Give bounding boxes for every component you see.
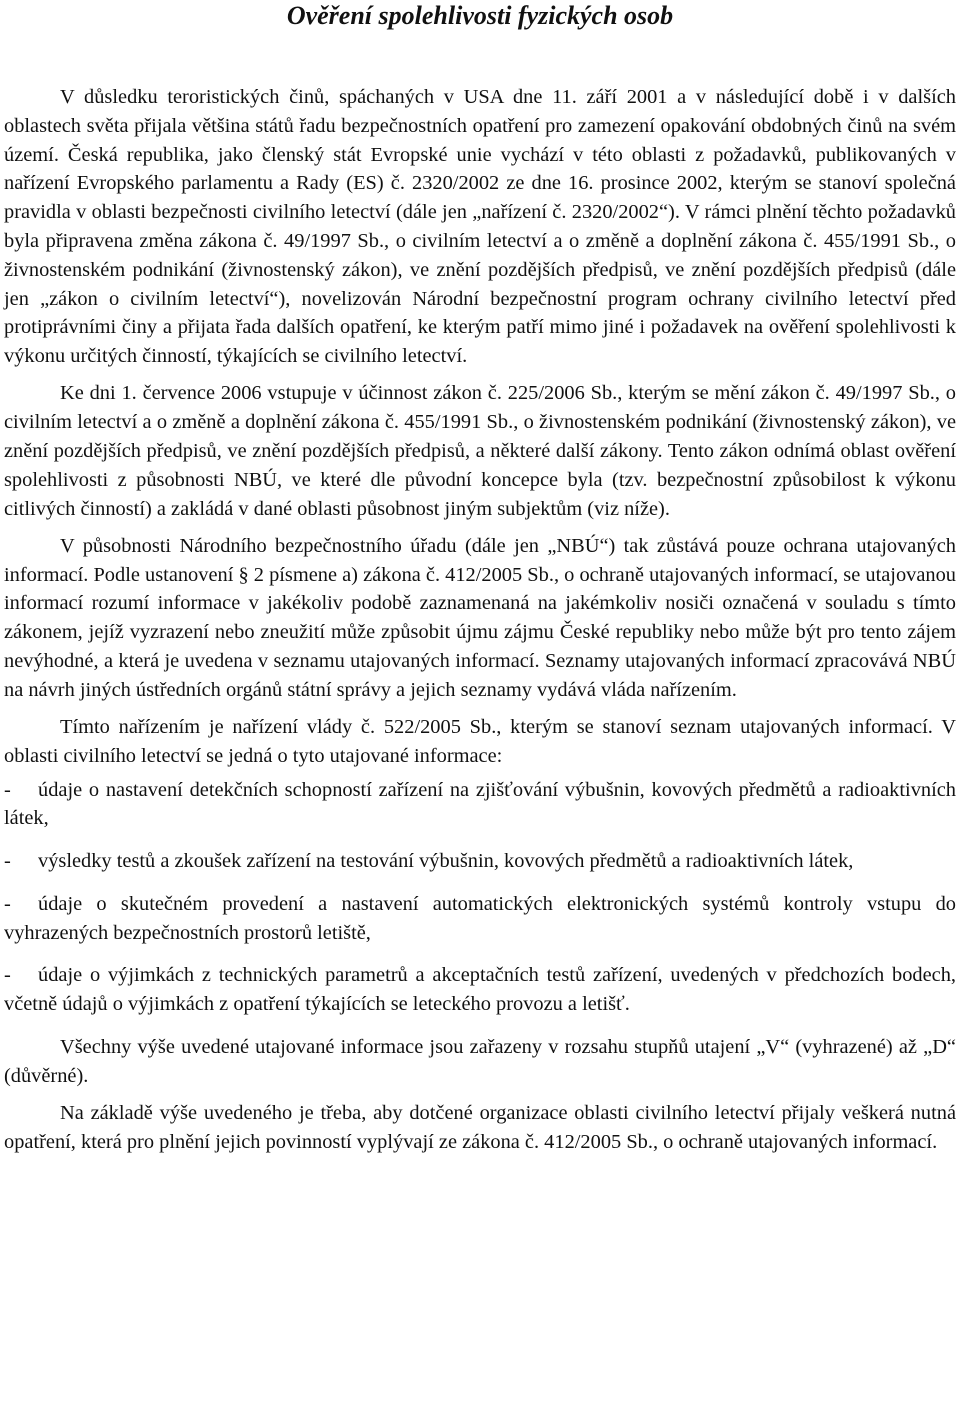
- list-item-text: výsledky testů a zkoušek zařízení na testování výbušnin, kovových předmětů a radioaktivních látek,: [38, 850, 854, 873]
- paragraph-law-change: Ke dni 1. července 2006 vstupuje v účinnost zákon č. 225/2006 Sb., kterým se mění zákon č. 49/1997 Sb., o civilním letectví a o změně a doplnění zákona č. 455/1991 Sb., o živnostenském podnikání (živnostenský zákon), ve znění pozdějších předpisů, ve znění pozdějších předpisů, a některé další zákony. Tento zákon odnímá oblast ověření spolehlivosti z působnosti NBÚ, ve které dle původní koncepce byla (tzv. bezpečnostní způsobilost k výkonu citlivých činností) a zakládá v dané oblasti působnost jiným subjektům (viz níže).: [4, 382, 956, 520]
- list-marker: -: [4, 964, 11, 987]
- list-marker: -: [4, 850, 11, 873]
- paragraph-terrorism-context: V důsledku teroristických činů, spáchaných v USA dne 11. září 2001 a v následující době i v dalších oblastech světa přijala většina států řadu bezpečnostních opatření pro zamezení opakování obdobných činů na svém území. Česká republika, jako členský stát Evropské unie vychází v této oblasti z požadavků, publikovaných v nařízení Evropského parlamentu a Rady (ES) č. 2320/2002 ze dne 16. prosince 2002, kterým se stanoví společná pravidla v oblasti bezpečnosti civilního letectví (dále jen „nařízení č. 2320/2002“). V rámci plnění těchto požadavků byla připravena změna zákona č. 49/1997 Sb., o civilním letectví a o změně a doplnění zákona č. 455/1991 Sb., o živnostenském podnikání (živnostenský zákon), ve znění pozdějších předpisů, ve znění pozdějších předpisů (dále jen „zákon o civilním letectví“), novelizován Národní bezpečnostní program ochrany civilního letectví před protiprávními činy a přijata řada dalších opatření, ke kterým patří mimo jiné i požadavek na ověření spolehlivosti k výkonu určitých činností, týkajících se civilního letectví.: [4, 86, 956, 368]
- paragraph-regulation: Tímto nařízením je nařízení vlády č. 522/2005 Sb., kterým se stanoví seznam utajovaných informací. V oblasti civilního letectví se jedná o tyto utajované informace:: [4, 715, 956, 767]
- paragraph-required-measures: Na základě výše uvedeného je třeba, aby dotčené organizace oblasti civilního letectví přijaly veškerá nutná opatření, která pro plnění jejich povinností vyplývají ze zákona č. 412/2005 Sb., o ochraně utajovaných informací.: [4, 1102, 956, 1153]
- list-item: [4, 961, 956, 1019]
- list-marker: -: [4, 892, 11, 915]
- list-item: [4, 776, 956, 834]
- paragraph-nbu-scope: V působnosti Národního bezpečnostního úřadu (dále jen „NBÚ“) tak zůstává pouze ochrana utajovaných informací. Podle ustanovení § 2 písmene a) zákona č. 412/2005 Sb., o ochraně utajovaných informací, se utajovanou informací rozumí informace v jakékoliv podobě zaznamenaná na jakémkoliv nosiči označená v souladu s tímto zákonem, jejíž vyzrazení nebo zneužití může způsobit újmu zájmu České republiky nebo může být pro tento zájem nevýhodné, a která je uvedena v seznamu utajovaných informací. Seznamy utajovaných informací zpracovává NBÚ na návrh jiných ústředních orgánů státní správy a jejich seznamy vydává vláda nařízením.: [4, 534, 956, 701]
- list-item: [4, 847, 956, 876]
- list-item: [4, 890, 956, 948]
- list-item-text: údaje o výjimkách z technických parametrů a akceptačních testů zařízení, uvedených v předchozích bodech, včetně údajů o výjimkách z opatření týkajících se leteckého provozu a letišť.: [4, 964, 956, 1016]
- list-item-text: údaje o nastavení detekčních schopností zařízení na zjišťování výbušnin, kovových předmětů a radioaktivních látek,: [4, 778, 956, 830]
- paragraph-classification-levels: Všechny výše uvedené utajované informace jsou zařazeny v rozsahu stupňů utajení „V“ (vyhrazené) až „D“ (důvěrné).: [4, 1036, 956, 1087]
- document-title: Ověření spolehlivosti fyzických osob: [286, 1, 674, 30]
- classified-info-list: [4, 776, 956, 1020]
- list-marker: -: [4, 778, 11, 801]
- list-item-text: údaje o skutečném provedení a nastavení automatických elektronických systémů kontroly vstupu do vyhrazených bezpečnostních prostorů letiště,: [4, 892, 956, 944]
- document-body: [4, 83, 956, 1165]
